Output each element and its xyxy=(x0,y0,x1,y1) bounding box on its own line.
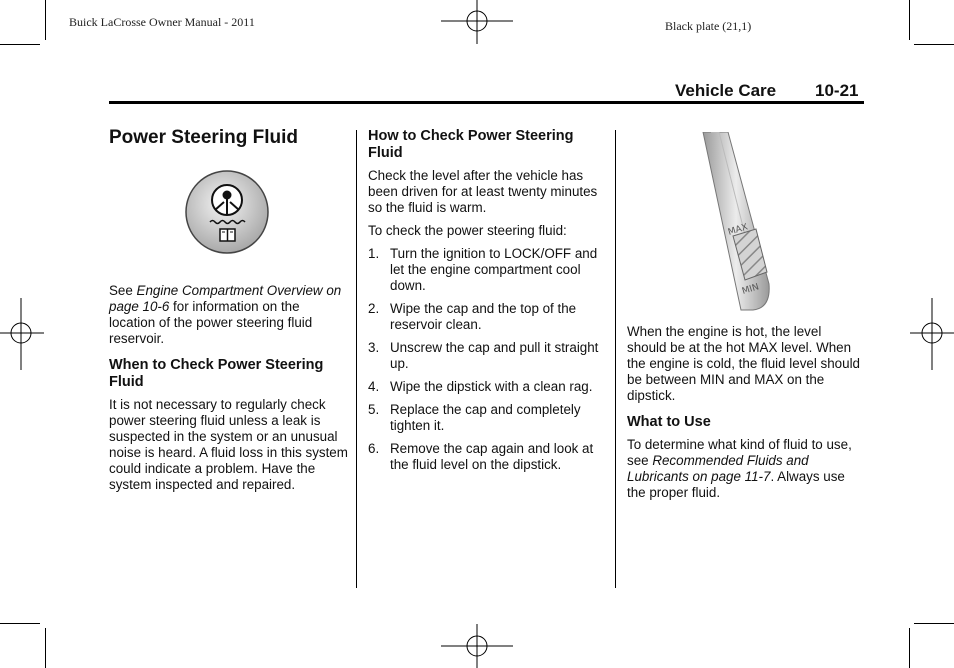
column-1 xyxy=(109,127,349,500)
what-to-use-body: To determine what kind of fluid to use, see Recommended Fluids and Lubricants on page 11-7. Always use the proper fluid. xyxy=(627,437,852,500)
what-to-use-heading: What to Use xyxy=(627,414,711,430)
cross-reference-link[interactable]: Engine Compartment Overview on page 10-6 xyxy=(109,283,342,314)
registration-mark-left-icon xyxy=(0,298,44,370)
dipstick-min-label: MIN xyxy=(740,282,761,297)
header-rule xyxy=(109,101,864,104)
level-description: When the engine is hot, the level should be at the hot MAX level. When the engine is cold, the fluid level should be between MIN and MAX on the dipstick. xyxy=(627,324,861,403)
list-item: 2. Wipe the cap and the top of the reservoir clean. xyxy=(368,301,577,332)
see-reference: See Engine Compartment Overview on page 10-6 for information on the location of the power steering fluid reservoir. xyxy=(109,283,342,346)
power-steering-fluid-icon xyxy=(184,169,270,255)
cross-reference-link[interactable]: Recommended Fluids and Lubricants on page 11-7 xyxy=(627,453,809,484)
dipstick-icon xyxy=(695,132,805,316)
intro-paragraph-2: To check the power steering fluid: xyxy=(368,223,567,238)
column-divider-1 xyxy=(356,130,357,588)
column-2 xyxy=(368,128,608,480)
registration-mark-bottom-icon xyxy=(441,624,513,668)
list-item: 6. Remove the cap again and look at the fluid level on the dipstick. xyxy=(368,441,594,472)
dipstick-max-label: MAX xyxy=(726,222,750,238)
page-title: Power Steering Fluid xyxy=(109,127,298,148)
dipstick-illustration xyxy=(627,128,863,324)
plate-left-text: Buick LaCrosse Owner Manual - 2011 xyxy=(69,15,255,29)
list-item: 5. Replace the cap and completely tighten it. xyxy=(368,402,581,433)
section-title: Vehicle Care xyxy=(675,81,777,100)
symbol-area xyxy=(109,149,349,253)
plate-right-text: Black plate (21,1) xyxy=(665,19,752,33)
list-item: 4. Wipe the dipstick with a clean rag. xyxy=(368,379,593,394)
how-to-check-heading: How to Check Power Steering Fluid xyxy=(368,128,574,161)
column-3 xyxy=(627,128,863,508)
registration-mark-right-icon xyxy=(910,298,954,370)
list-item: 3. Unscrew the cap and pull it straight up. xyxy=(368,340,599,371)
list-item: 1. Turn the ignition to LOCK/OFF and let the engine compartment cool down. xyxy=(368,246,598,293)
registration-mark-top-icon xyxy=(441,0,513,44)
when-to-check-heading: When to Check Power Steering Fluid xyxy=(109,357,324,390)
intro-paragraph: Check the level after the vehicle has been driven for at least twenty minutes so the fluid is warm. xyxy=(368,168,598,215)
page-number: 10-21 xyxy=(815,81,859,100)
steps-list xyxy=(368,246,608,473)
column-divider-2 xyxy=(615,130,616,588)
when-to-check-body: It is not necessary to regularly check power steering fluid unless a leak is suspected in the system or an unusual noise is heard. A fluid loss in this system could indicate a problem. Have the system inspected and repaired. xyxy=(109,397,348,492)
